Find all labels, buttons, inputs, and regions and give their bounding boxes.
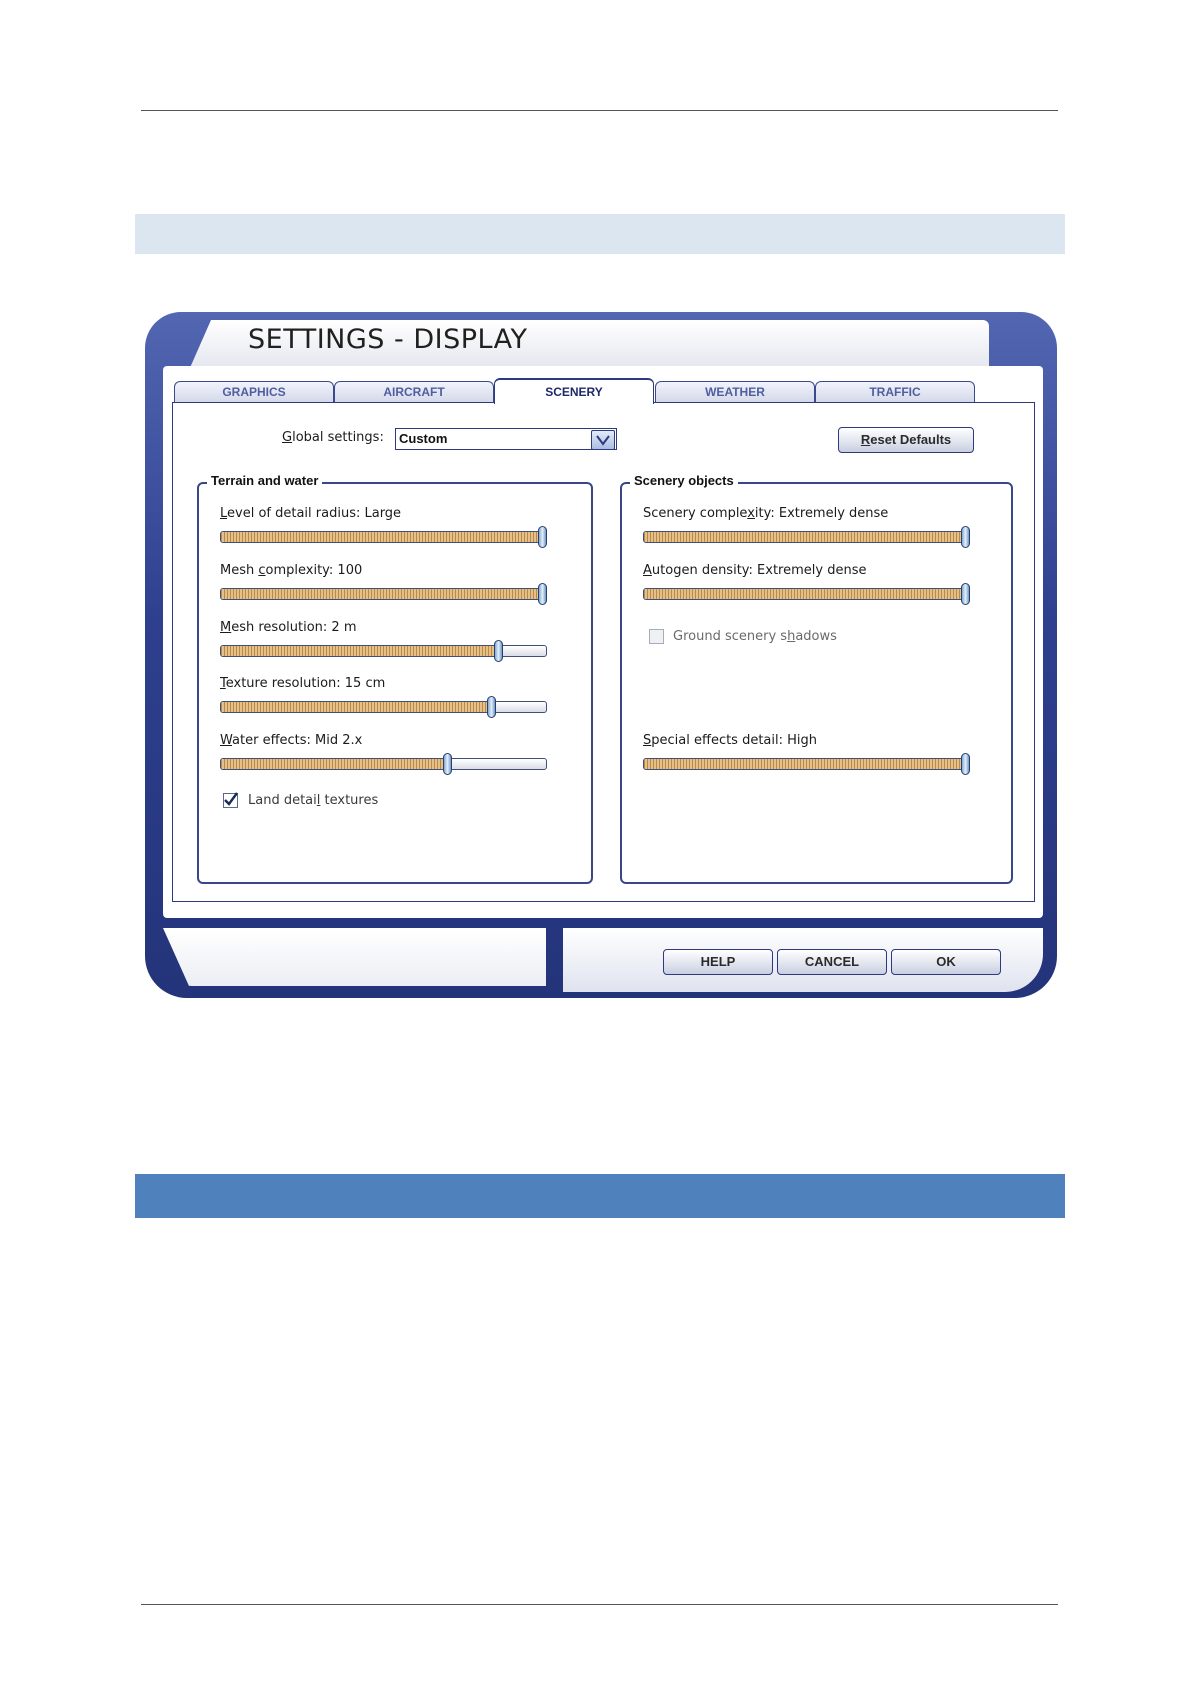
cancel-button[interactable]: CANCEL [777, 949, 887, 975]
special-effects-detail-label: Special effects detail: High [643, 733, 818, 748]
autogen-density-slider[interactable] [643, 588, 970, 600]
ground-scenery-shadows-checkbox[interactable] [649, 629, 664, 644]
autogen-density-label: Autogen density: Extremely dense [643, 563, 867, 578]
mesh-complexity-label: Mesh complexity: 100 [220, 563, 363, 578]
help-button[interactable]: HELP [663, 949, 773, 975]
tab-traffic[interactable]: TRAFFIC [815, 381, 975, 402]
ok-button[interactable]: OK [891, 949, 1001, 975]
heading-band [135, 214, 1065, 254]
bottom-rule [141, 1604, 1058, 1605]
texture-resolution-label: Texture resolution: 15 cm [220, 676, 386, 691]
slider-thumb[interactable] [961, 526, 970, 548]
slider-thumb[interactable] [494, 640, 503, 662]
scenery-objects-title: Scenery objects [630, 473, 738, 488]
tab-aircraft[interactable]: AIRCRAFT [334, 381, 494, 402]
slider-thumb[interactable] [538, 583, 547, 605]
tab-weather[interactable]: WEATHER [655, 381, 815, 402]
settings-display-window [145, 312, 1057, 998]
checkmark-icon [223, 792, 238, 807]
scenery-complexity-label: Scenery complexity: Extremely dense [643, 506, 889, 521]
reset-defaults-button[interactable]: Reset Defaults [838, 427, 974, 453]
slider-thumb[interactable] [487, 696, 496, 718]
tab-graphics[interactable]: GRAPHICS [174, 381, 334, 402]
texture-resolution-slider[interactable] [220, 701, 547, 713]
land-detail-textures-checkbox[interactable] [223, 793, 238, 808]
level-of-detail-radius-label: Level of detail radius: Large [220, 506, 402, 521]
scenery-complexity-slider[interactable] [643, 531, 970, 543]
chevron-down-icon [596, 434, 610, 446]
water-effects-slider[interactable] [220, 758, 547, 770]
slider-thumb[interactable] [443, 753, 452, 775]
slider-thumb[interactable] [538, 526, 547, 548]
window-title: SETTINGS - DISPLAY [248, 324, 528, 355]
mesh-complexity-slider[interactable] [220, 588, 547, 600]
ground-scenery-shadows-label: Ground scenery shadows [673, 629, 837, 644]
terrain-and-water-title: Terrain and water [207, 473, 322, 488]
tab-scenery[interactable]: SCENERY [494, 378, 654, 404]
section-band [135, 1174, 1065, 1218]
global-settings-value: Custom [399, 431, 448, 446]
top-rule [141, 110, 1058, 111]
water-effects-label: Water effects: Mid 2.x [220, 733, 363, 748]
land-detail-textures-label: Land detail textures [248, 793, 379, 808]
global-settings-label: Global settings: [282, 430, 384, 445]
level-of-detail-radius-slider[interactable] [220, 531, 547, 543]
slider-thumb[interactable] [961, 753, 970, 775]
global-settings-select[interactable] [395, 428, 617, 450]
slider-thumb[interactable] [961, 583, 970, 605]
mesh-resolution-slider[interactable] [220, 645, 547, 657]
mesh-resolution-label: Mesh resolution: 2 m [220, 620, 357, 635]
status-area [163, 928, 546, 986]
special-effects-detail-slider[interactable] [643, 758, 970, 770]
dropdown-button[interactable] [591, 430, 615, 450]
